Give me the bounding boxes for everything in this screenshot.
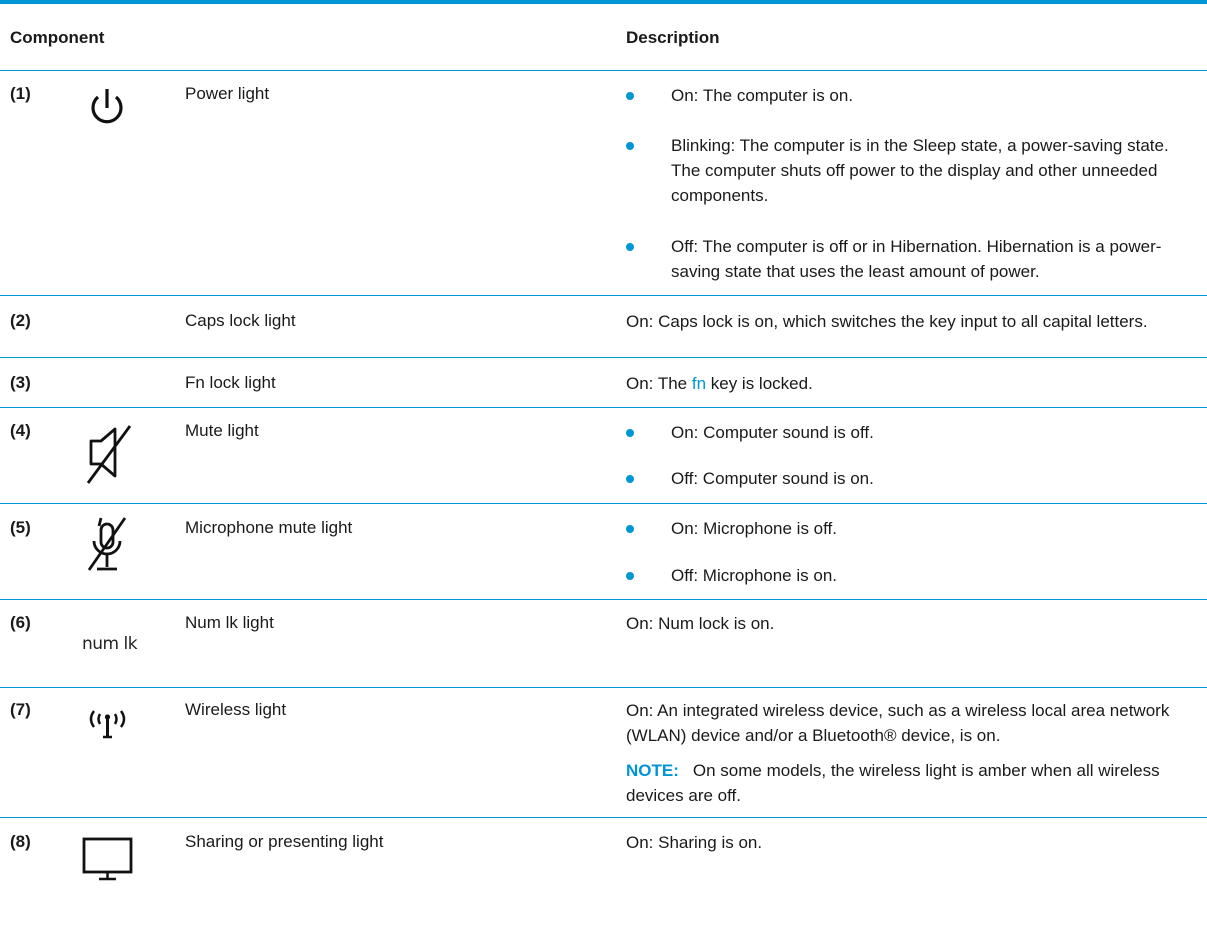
component-name: Mute light [185, 421, 259, 440]
row-number: (7) [10, 700, 31, 719]
component-name: Wireless light [185, 700, 287, 719]
bullet-icon [626, 429, 634, 437]
component-description: On: Num lock is on. [626, 614, 775, 633]
row-divider [0, 357, 1207, 358]
component-name: Fn lock light [185, 373, 276, 392]
bullet-text: On: Computer sound is off. [671, 423, 874, 442]
bullet-icon [626, 92, 634, 100]
bullet-icon [626, 572, 634, 580]
bullet-text: Blinking: The computer is in the Sleep state, a power-saving state. The computer shuts off power to the display and other unneeded components. [671, 136, 1169, 205]
note-text [626, 758, 1196, 808]
component-name: Num lk light [185, 613, 274, 632]
component-name: Power light [185, 84, 270, 103]
power-icon [75, 84, 140, 136]
wireless-icon [75, 699, 140, 747]
row-divider [0, 503, 1207, 504]
row-number: (3) [10, 373, 31, 392]
row-divider [0, 407, 1207, 408]
bullet-icon [626, 475, 634, 483]
row-number: (5) [10, 518, 31, 537]
component-description: On: Sharing is on. [626, 833, 763, 852]
num-lock-icon: num lk [82, 634, 138, 654]
speaker-mute-icon [75, 420, 140, 488]
bullet-text: Off: Computer sound is on. [671, 469, 874, 488]
header-component: Component [10, 28, 105, 47]
bullet-icon [626, 142, 634, 150]
description-text: On: The [626, 374, 692, 393]
description-text: key is locked. [706, 374, 813, 393]
component-description: On: Caps lock is on, which switches the key input to all capital letters. [626, 312, 1148, 331]
table-header [0, 4, 1207, 71]
bullet-icon [626, 525, 634, 533]
component-name: Caps lock light [185, 311, 296, 330]
row-divider [0, 295, 1207, 296]
component-name: Sharing or presenting light [185, 832, 384, 851]
bullet-text: Off: The computer is off or in Hibernation. Hibernation is a power-saving state that uses the least amount of power. [671, 237, 1162, 281]
row-number: (1) [10, 84, 31, 103]
row-divider [0, 817, 1207, 818]
fn-key-link[interactable]: fn [691, 374, 707, 393]
row-number: (6) [10, 613, 31, 632]
note-body: On some models, the wireless light is amber when all wireless devices are off. [626, 761, 1160, 805]
component-description: On: An integrated wireless device, such as a wireless local area network (WLAN) device and/or a Bluetooth® device, is on. [626, 701, 1170, 745]
bullet-icon [626, 243, 634, 251]
component-name: Microphone mute light [185, 518, 353, 537]
row-number: (4) [10, 421, 31, 440]
microphone-mute-icon [75, 514, 140, 578]
note-label: NOTE: [626, 761, 679, 780]
component-description [626, 371, 1196, 396]
monitor-icon [75, 836, 140, 886]
bullet-text: On: The computer is on. [671, 86, 854, 105]
row-divider [0, 599, 1207, 600]
row-divider [0, 687, 1207, 688]
row-number: (2) [10, 311, 31, 330]
row-number: (8) [10, 832, 31, 851]
header-description: Description [626, 28, 720, 47]
bullet-text: Off: Microphone is on. [671, 566, 837, 585]
bullet-text: On: Microphone is off. [671, 519, 837, 538]
